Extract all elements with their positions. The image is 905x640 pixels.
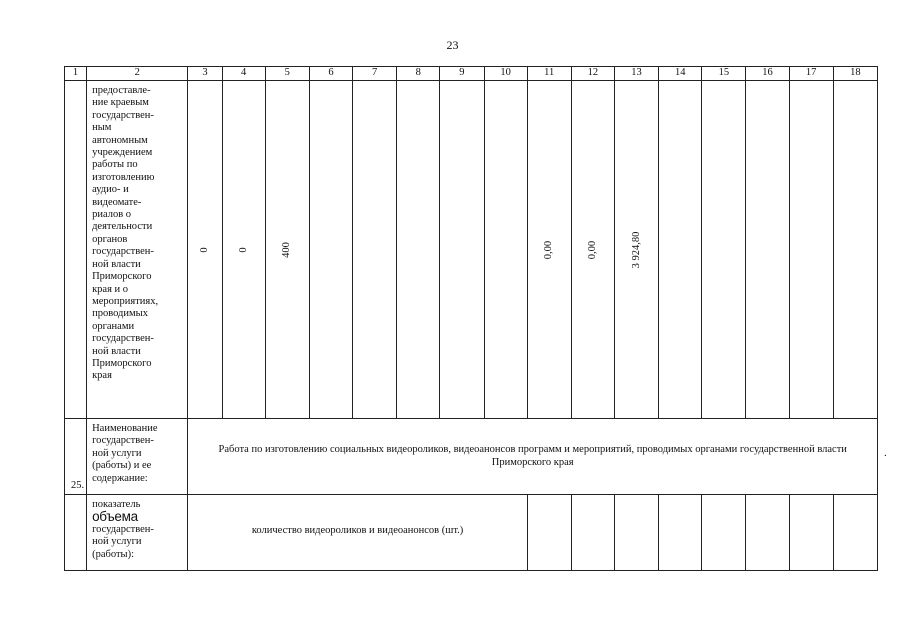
col-header-1: 1 xyxy=(65,67,87,81)
ind-cell-col12 xyxy=(571,495,614,571)
service-description-line: ние краевым xyxy=(92,97,149,109)
cell-col14 xyxy=(659,81,702,419)
service-description-line: края и о xyxy=(92,283,129,295)
col-header-2: 2 xyxy=(87,67,188,81)
row-25-label xyxy=(87,419,188,495)
row-25-number: 25. xyxy=(71,479,85,491)
col-header-12: 12 xyxy=(571,67,614,81)
cell-col13 xyxy=(614,81,658,419)
indicator-label-line: государствен- xyxy=(92,523,154,535)
service-description-line: ной власти xyxy=(92,345,141,357)
cell-col11 xyxy=(527,81,571,419)
indicator-label-line: (работы): xyxy=(92,548,134,560)
ind-cell-col15 xyxy=(702,495,746,571)
cell-col8 xyxy=(397,81,440,419)
row-25-label-lines xyxy=(92,423,185,485)
row-25-number-cell xyxy=(65,419,87,495)
service-row xyxy=(65,81,878,419)
col-header-14: 14 xyxy=(659,67,702,81)
cell-col18 xyxy=(833,81,877,419)
budget-table xyxy=(64,66,878,571)
cell-col7 xyxy=(353,81,397,419)
cell-col17 xyxy=(789,81,833,419)
cell-col9 xyxy=(440,81,484,419)
service-description-line: видеомате- xyxy=(92,196,142,208)
cell-col5 xyxy=(265,81,309,419)
service-description-line: государствен- xyxy=(92,333,154,345)
service-description-line: предоставле- xyxy=(92,85,151,96)
cell-col16 xyxy=(746,81,789,419)
indicator-label-big: объема xyxy=(92,509,138,525)
side-mark: . xyxy=(884,447,887,459)
service-description-line: ной власти xyxy=(92,258,141,270)
value-col11: 0,00 xyxy=(543,240,555,259)
row-25-label-line: государствен- xyxy=(92,435,154,447)
service-description-line: Приморского xyxy=(92,271,152,283)
service-description-line: риалов о xyxy=(92,209,132,221)
service-description-lines xyxy=(92,85,185,383)
indicator-label-line1: показатель xyxy=(92,499,141,510)
value-col3: 0 xyxy=(198,246,210,253)
col-header-4: 4 xyxy=(222,67,265,81)
col-header-11: 11 xyxy=(527,67,571,81)
service-description-line: органами xyxy=(92,320,135,332)
service-description-line: деятельности xyxy=(92,221,153,233)
service-description xyxy=(87,81,188,419)
ind-cell-col11 xyxy=(527,495,571,571)
service-description-line: органов xyxy=(92,233,128,245)
ind-cell-col13 xyxy=(614,495,658,571)
indicator-label-lines xyxy=(92,524,185,561)
page-number: 23 xyxy=(446,38,459,52)
col-header-16: 16 xyxy=(746,67,789,81)
cell-col10 xyxy=(484,81,527,419)
service-description-line: мероприятиях, xyxy=(92,295,159,307)
cell-col3 xyxy=(188,81,222,419)
cell-col15 xyxy=(702,81,746,419)
value-col4: 0 xyxy=(237,246,249,253)
indicator-row xyxy=(65,495,878,571)
value-col12: 0,00 xyxy=(586,240,598,259)
ind-cell-col14 xyxy=(659,495,702,571)
col-header-18: 18 xyxy=(833,67,877,81)
cell-col12 xyxy=(571,81,614,419)
service-description-line: проводимых xyxy=(92,308,148,320)
service-description-line: изготовлению xyxy=(92,171,155,183)
col-header-5: 5 xyxy=(265,67,309,81)
col-header-17: 17 xyxy=(789,67,833,81)
col-header-15: 15 xyxy=(702,67,746,81)
service-description-line: аудио- и xyxy=(92,184,129,196)
row-25-content: Работа по изготовлению социальных видеороликов, видеоанонсов программ и мероприятий, проводимых органами государственной власти Приморского края xyxy=(188,419,878,495)
cell-col6 xyxy=(309,81,352,419)
col-header-9: 9 xyxy=(440,67,484,81)
service-description-line: автономным xyxy=(92,134,148,146)
ind-cell-col18 xyxy=(833,495,877,571)
column-number-row xyxy=(65,67,878,81)
col-header-8: 8 xyxy=(397,67,440,81)
indicator-row-num xyxy=(65,495,87,571)
col-header-7: 7 xyxy=(353,67,397,81)
service-description-line: края xyxy=(92,370,112,382)
service-description-line: ным xyxy=(92,122,112,134)
ind-cell-col17 xyxy=(789,495,833,571)
col-header-3: 3 xyxy=(188,67,222,81)
col-header-13: 13 xyxy=(614,67,658,81)
row-25-label-line: Наименование xyxy=(92,423,158,434)
row-25-label-line: содержание: xyxy=(92,472,148,484)
indicator-label-line: ной услуги xyxy=(92,536,142,548)
ind-cell-col16 xyxy=(746,495,789,571)
service-description-line: Приморского xyxy=(92,357,152,369)
col-header-6: 6 xyxy=(309,67,352,81)
service-row-num xyxy=(65,81,87,419)
service-description-line: работы по xyxy=(92,159,138,171)
col-header-10: 10 xyxy=(484,67,527,81)
value-col13: 3 924,80 xyxy=(630,231,642,268)
service-description-line: государствен- xyxy=(92,109,154,121)
service-description-line: государствен- xyxy=(92,246,154,258)
indicator-content: количество видеороликов и видеоанонсов (шт.) xyxy=(188,495,527,571)
indicator-label xyxy=(87,495,188,571)
service-description-line: учреждением xyxy=(92,147,153,159)
row-25-label-line: ной услуги xyxy=(92,447,142,459)
cell-col4 xyxy=(222,81,265,419)
value-col5: 400 xyxy=(281,241,293,258)
row-25 xyxy=(65,419,878,495)
row-25-label-line: (работы) и ее xyxy=(92,460,152,472)
